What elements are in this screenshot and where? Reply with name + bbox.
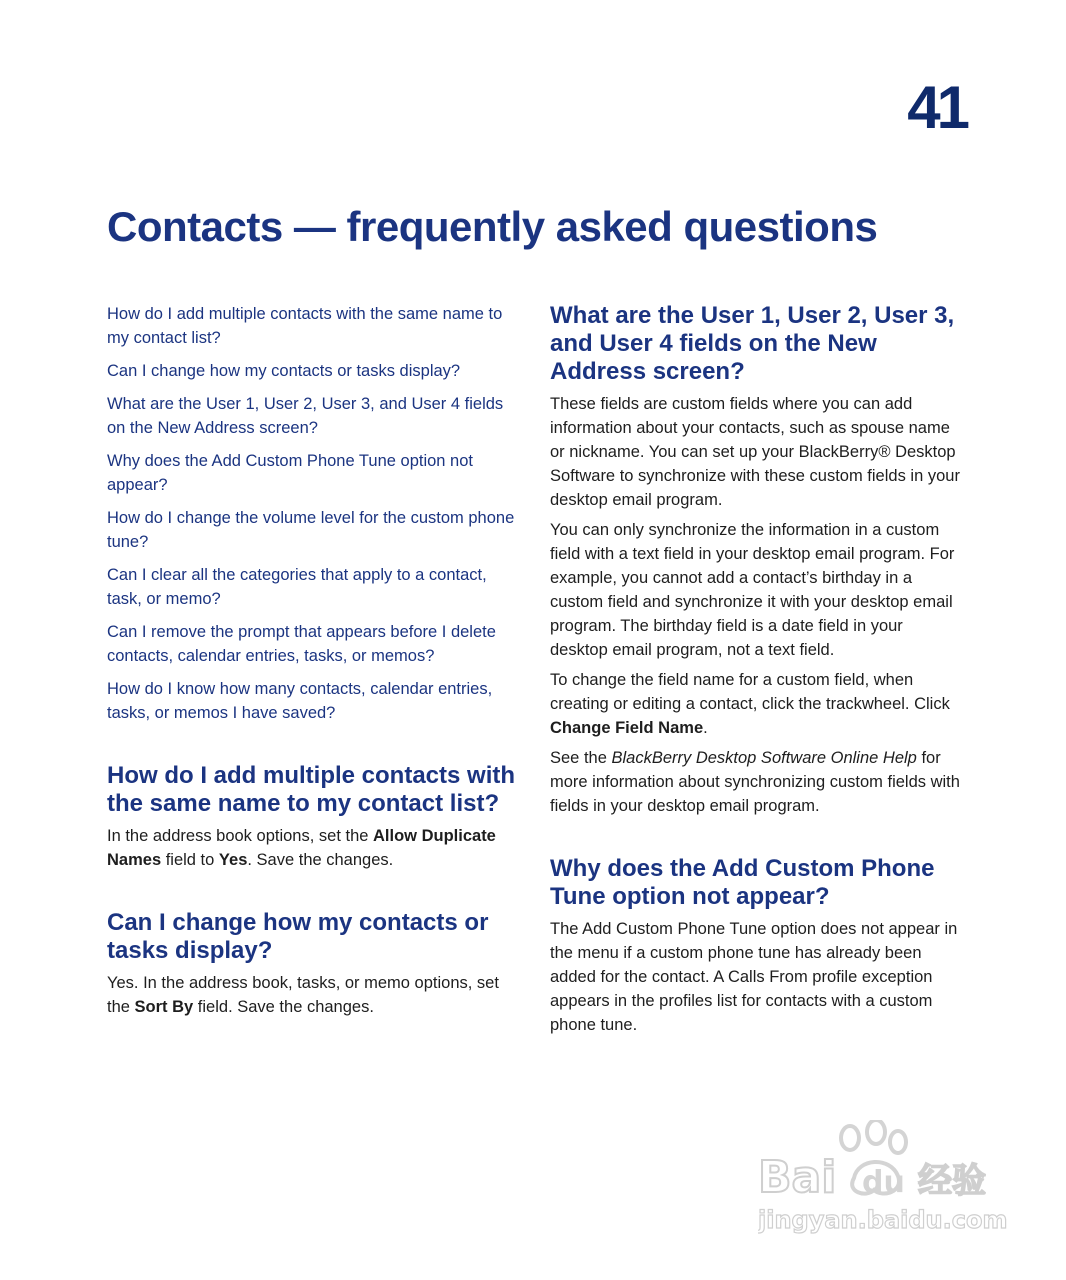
section-heading: Why does the Add Custom Phone Tune option not appear? [550, 855, 935, 910]
left-column [107, 302, 517, 1025]
toc-link[interactable]: How do I change the volume level for the custom phone tune? [107, 509, 515, 551]
svg-text:jingyan.baidu.com: jingyan.baidu.com [758, 1206, 1008, 1234]
section-duplicate-names [107, 762, 517, 872]
toc-link[interactable]: Can I remove the prompt that appears before I delete contacts, calendar entries, tasks, or memos? [107, 623, 496, 665]
menu-item-name: Change Field Name [550, 719, 704, 737]
toc-link[interactable]: How do I know how many contacts, calendar entries, tasks, or memos I have saved? [107, 680, 493, 722]
baidu-watermark [758, 1120, 1008, 1240]
toc-link[interactable]: Can I clear all the categories that apply to a contact, task, or memo? [107, 566, 487, 608]
section-heading: What are the User 1, User 2, User 3, and User 4 fields on the New Address screen? [550, 302, 955, 385]
toc-link[interactable]: Can I change how my contacts or tasks display? [107, 362, 461, 380]
field-value: Yes [218, 851, 248, 869]
section-paragraph: See the BlackBerry Desktop Software Online Help for more information about synchronizing custom fields with fields in your desktop email program. [550, 749, 960, 815]
section-heading: How do I add multiple contacts with the same name to my contact list? [107, 762, 516, 817]
section-phone-tune [550, 855, 960, 1037]
section-paragraph: You can only synchronize the information in a custom field with a text field in your desktop email program. For example, you cannot add a contact’s birthday in a custom field and synchronize it with your desktop email program. The birthday field is a date field in your desktop email program, not a text field. [550, 521, 955, 659]
doc-reference: BlackBerry Desktop Software Online Help [611, 749, 917, 767]
svg-text:Bai: Bai [758, 1152, 837, 1203]
field-name: Sort By [134, 998, 194, 1016]
toc-link[interactable]: How do I add multiple contacts with the same name to my contact list? [107, 305, 503, 347]
section-paragraph: The Add Custom Phone Tune option does not appear in the menu if a custom phone tune has already been added for the contact. A Calls From profile exception appears in the profiles list for contacts with a custom phone tune. [550, 920, 958, 1034]
section-paragraph: To change the field name for a custom field, when creating or editing a contact, click the trackwheel. Click Change Field Name. [550, 671, 950, 737]
field-name: Allow Duplicate Names [107, 827, 496, 869]
section-paragraph: These fields are custom fields where you can add information about your contacts, such as spouse name or nickname. You can set up your BlackBerry® Desktop Software to synchronize with these custom fields in your desktop email program. [550, 395, 960, 509]
toc-link[interactable]: What are the User 1, User 2, User 3, and User 4 fields on the New Address screen? [107, 395, 504, 437]
chapter-number: 41 [907, 74, 966, 141]
toc-list [107, 302, 517, 725]
svg-text:du: du [862, 1165, 905, 1200]
section-heading: Can I change how my contacts or tasks display? [107, 909, 489, 964]
page-title: Contacts — frequently asked questions [107, 203, 878, 250]
section-paragraph: In the address book options, set the Allow Duplicate Names field to Yes. Save the changes. [107, 827, 496, 869]
section-paragraph: Yes. In the address book, tasks, or memo options, set the Sort By field. Save the changes. [107, 974, 499, 1016]
svg-text:经验: 经验 [918, 1161, 986, 1201]
section-display-order [107, 909, 517, 1019]
right-column [550, 302, 960, 1043]
baidu-paw-icon [758, 1120, 1008, 1240]
section-user-fields [550, 302, 960, 818]
toc-link[interactable]: Why does the Add Custom Phone Tune option not appear? [107, 452, 473, 494]
